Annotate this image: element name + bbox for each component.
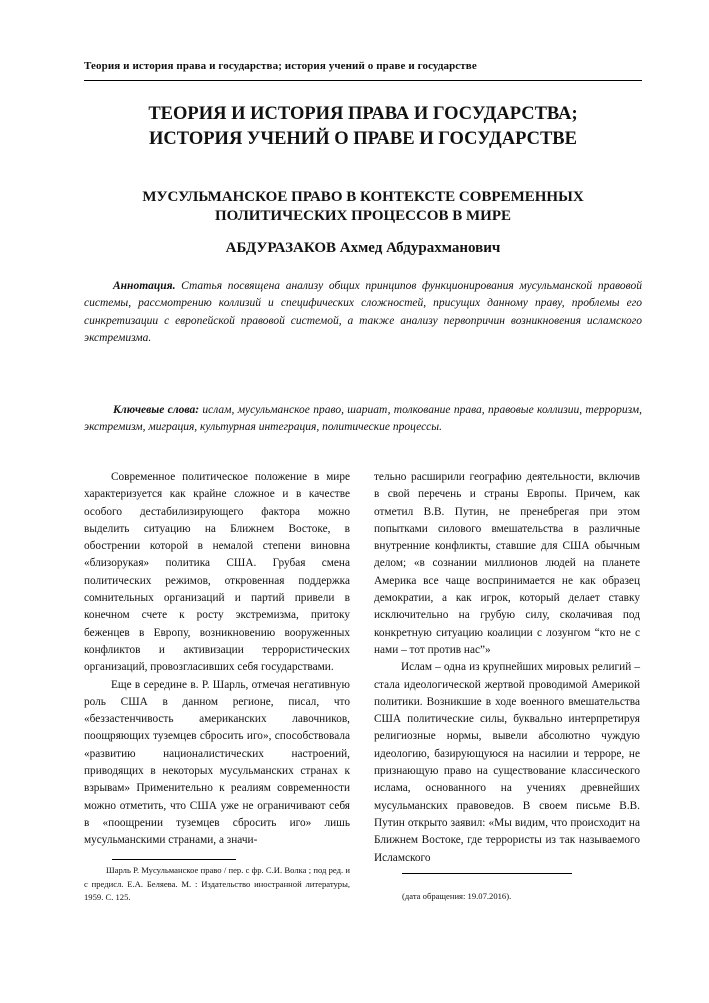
section-title-line-1: ТЕОРИЯ И ИСТОРИЯ ПРАВА И ГОСУДАРСТВА;: [148, 104, 578, 124]
article-title-line-1: МУСУЛЬМАНСКОЕ ПРАВО В КОНТЕКСТЕ СОВРЕМЕННЫХ: [142, 189, 584, 205]
keywords-text: ислам, мусульманское право, шариат, толкование права, правовые коллизии, терроризм, экстремизм, миграция, культурная интеграция, политические процессы.: [84, 404, 642, 434]
body-paragraph: тельно расширили географию деятельности, включив в свой перечень и страны Европы. Причем, как отметил В.В. Путин, не пренебрегая при этом попытками силового вмешательства в различные внутренние конфликты, ставшие для США обычным делом; «в сознании миллионов людей на планете Америка все чаще воспринимается не как образец демократии, а как игрок, который делает ставку исключительно на грубую силу, сколачивая под конкретную ситуацию коалиции с лозунгом “кто не с нами – тот против нас”»: [374, 471, 640, 656]
body-column-right: [374, 469, 640, 867]
annotation-text: Статья посвящена анализу общих принципов функционирования мусульманской правовой системы, рассмотрению коллизий и специфических сложностей, присущих данному праву, проблемы его синкретизации с европейской правовой системой, а также анализу первопричин возникновения исламского экстремизма.: [84, 280, 643, 344]
body-paragraph: Ислам – одна из крупнейших мировых религий – стала идеологической жертвой проводимой Америкой политики. Возникшие в ходе военного вмешательства США политические силы, буквально интерпретируя религиозные нормы, вывели абсолютно чуждую идеологию, базирующуюся на насилии и терроре, не признающую право на существование классического ислама, основанного на учениях древнейших мусульманских правоведов. В своем письме В.В. Путин открыто заявил: «Мы видим, что происходит на Ближнем Востоке, где террористы из так называемого Исламского: [374, 661, 640, 864]
footnote-left: [84, 864, 350, 905]
body-column-left: [84, 469, 350, 850]
header-divider: [84, 80, 642, 81]
body-paragraph: Еще в середине в. Р. Шарль, отмечая негативную роль США в данном регионе, писал, что «беззастенчивость американских лавочников, поощряющих туземцев сбросить иго», способствовала «развитию националистических настроений, приводящих в некоторых мусульманских странах к взрывам» Применительно к реалиям современности можно отметить, что США уже не ограничивают себя в «поощрении туземцев сбросить иго» лишь мусульманскими странами, а значи-: [84, 678, 350, 847]
article-title-line-2: ПОЛИТИЧЕСКИХ ПРОЦЕССОВ В МИРЕ: [215, 208, 511, 224]
body-paragraph: Современное политическое положение в мире характеризуется как крайне сложное и в качестве особого дестабилизирующего фактора можно выделить ситуацию на Ближнем Востоке, в обострении которой в немалой степени виновна «близорукая» политика США. Грубая смена политических режимов, откровенная поддержка сомнительных организаций и партий привели в конечном счете к росту экстремизма, притоку беженцев в Европу, возникновению вооруженных конфликтов и активизации террористических организаций, провозгласивших себя государствами.: [84, 471, 350, 674]
keywords-label: Ключевые слова:: [113, 404, 200, 416]
article-title: [84, 188, 642, 226]
keywords: [84, 402, 642, 437]
footnote-divider-right: [402, 873, 572, 874]
section-title: [84, 102, 642, 152]
running-header: Теория и история права и государства; история учений о праве и государстве: [84, 60, 477, 72]
section-title-line-2: ИСТОРИЯ УЧЕНИЙ О ПРАВЕ И ГОСУДАРСТВЕ: [149, 129, 577, 149]
annotation: [84, 278, 642, 347]
footnote-text: Шарль Р. Мусульманское право / пер. с фр. С.И. Волка ; под ред. и с предисл. Е.А. Беляева. М. : Издательство иностранной литературы, 1959. С. 125.: [84, 865, 350, 902]
footnote-divider-left: [112, 859, 236, 860]
footnote-right: (дата обращения: 19.07.2016).: [402, 891, 512, 901]
author-name: АБДУРАЗАКОВ Ахмед Абдурахманович: [225, 240, 501, 256]
annotation-label: Аннотация.: [113, 280, 176, 292]
